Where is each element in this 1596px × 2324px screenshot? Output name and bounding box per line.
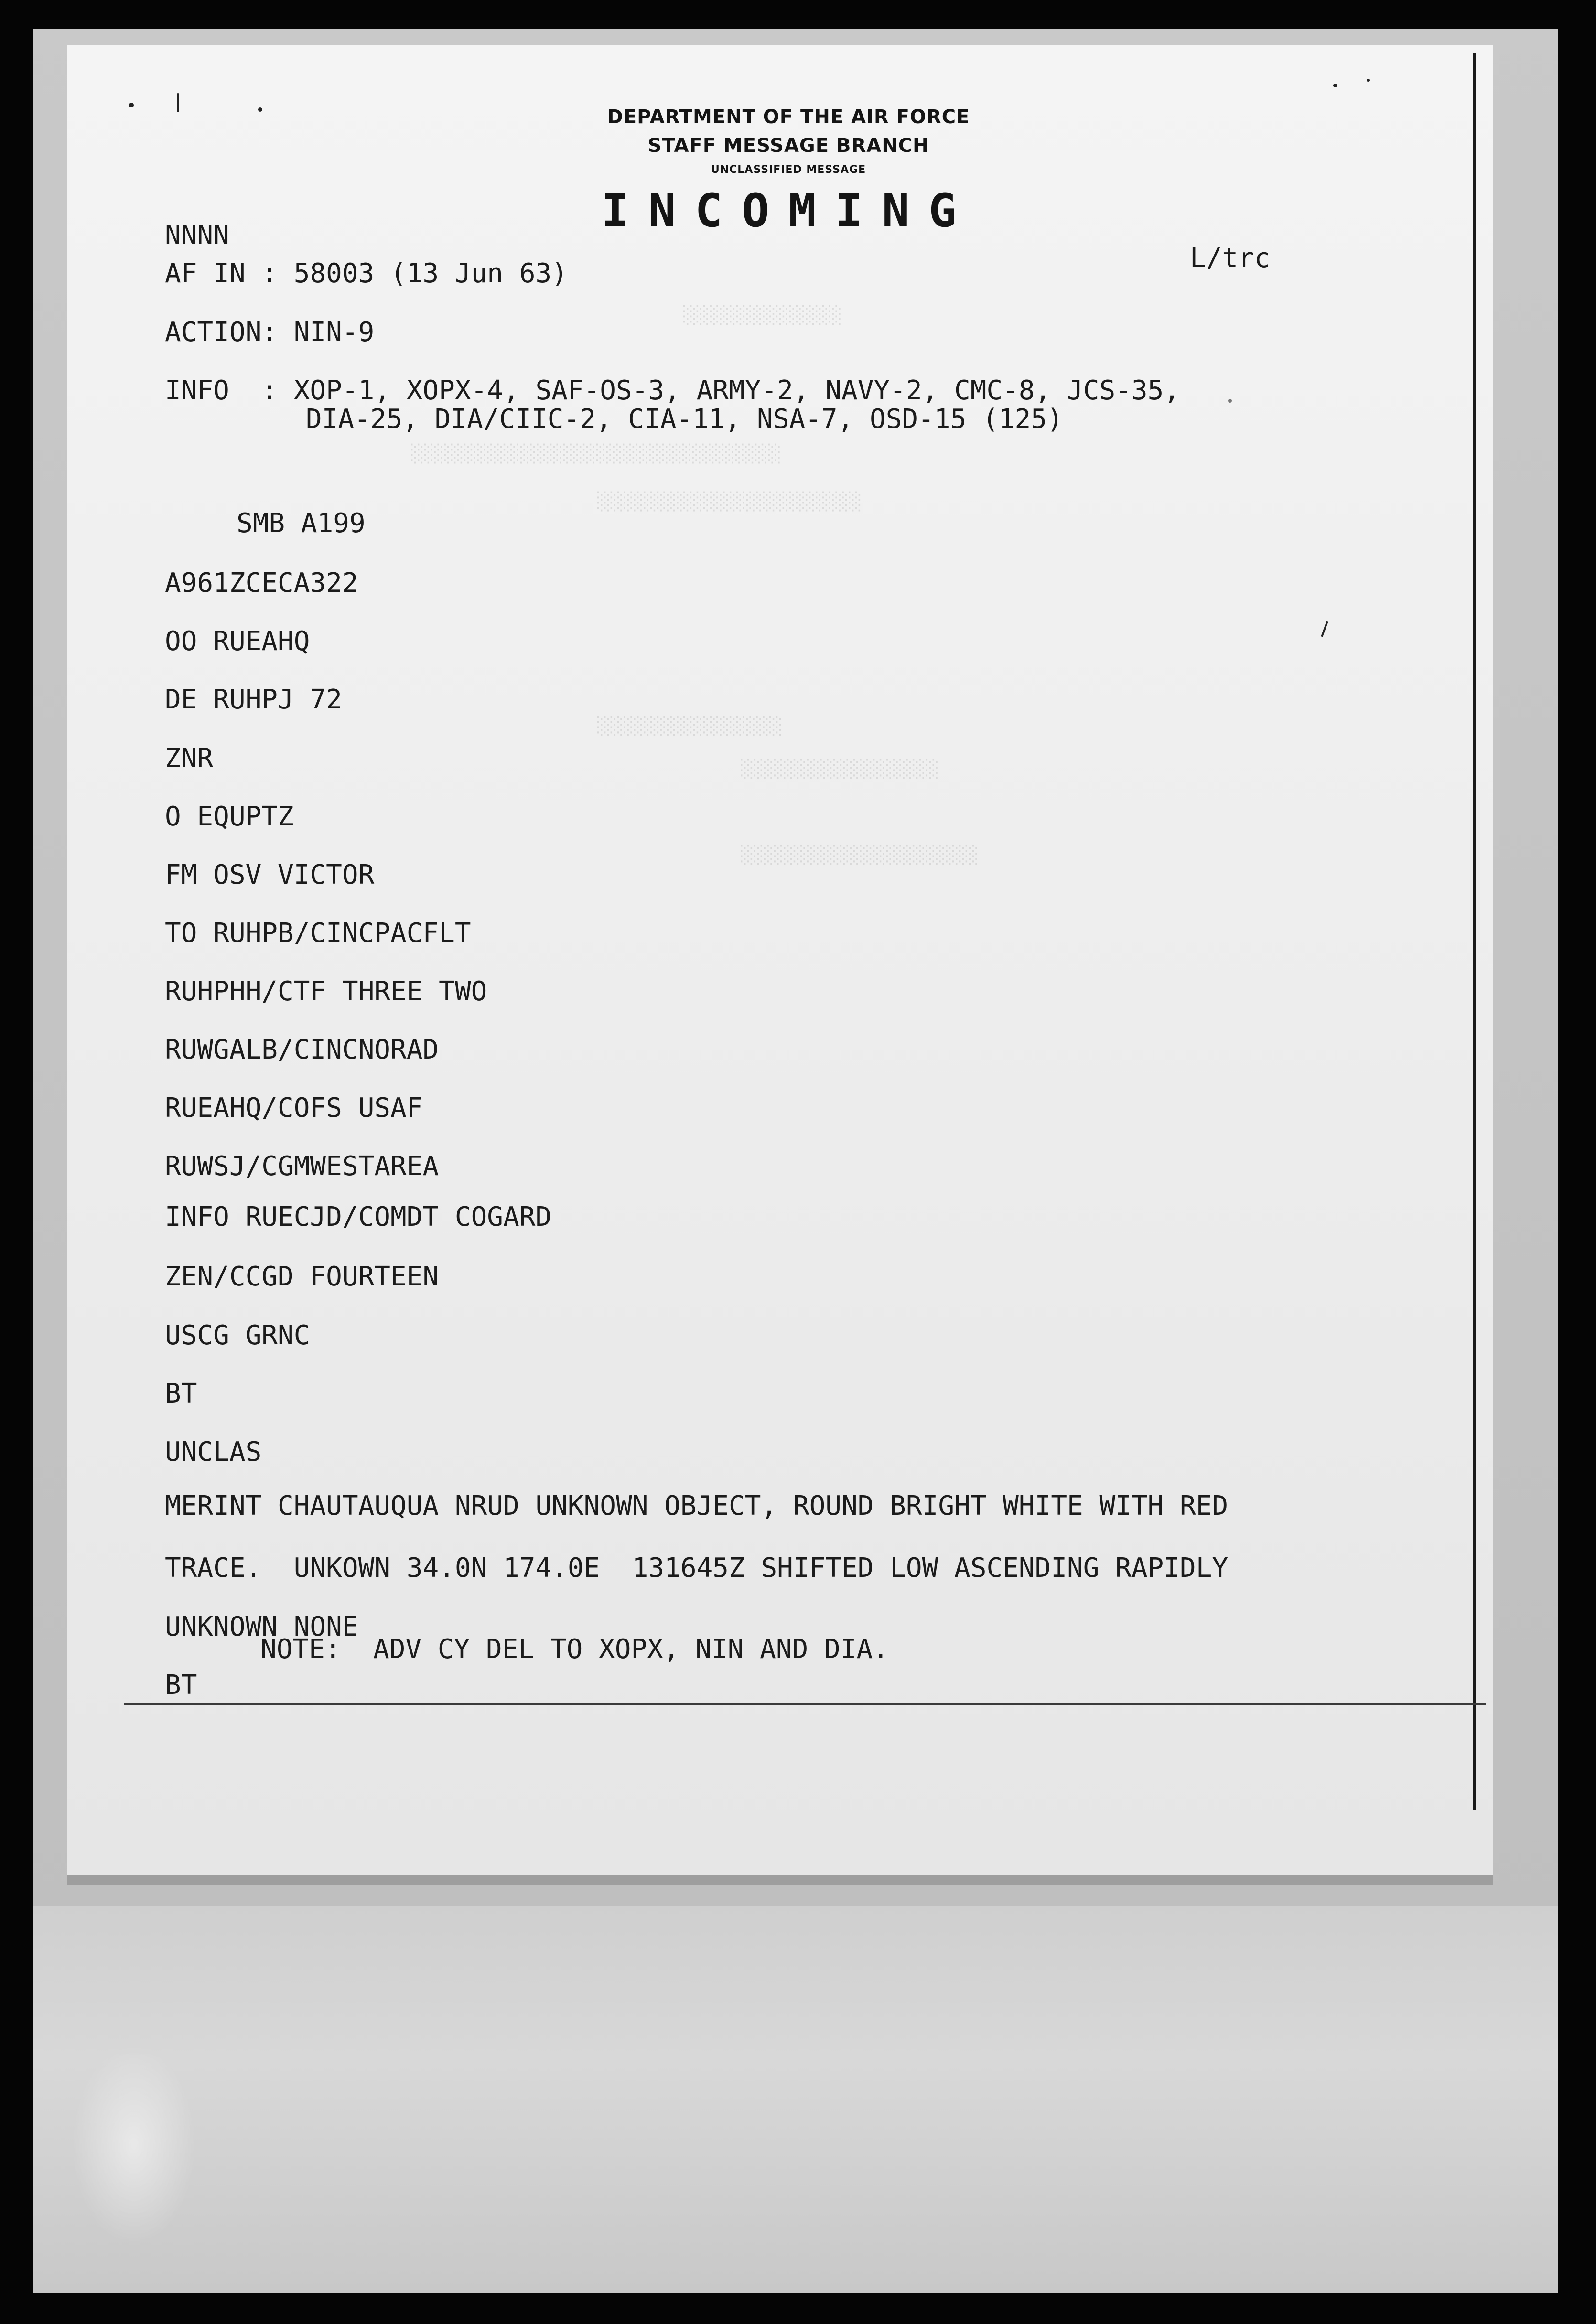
show-through-text: ░░░░░░░░░░░░░░░░░░░░: [597, 492, 862, 512]
routing-line: DE RUHPJ 72: [165, 684, 342, 715]
routing-line: O EQUPTZ: [165, 801, 294, 832]
routing-line: UNCLAS: [165, 1436, 262, 1467]
nnnn-line: NNNN: [165, 220, 229, 251]
message-body-line: MERINT CHAUTAUQUA NRUD UNKNOWN OBJECT, ROUND BRIGHT WHITE WITH RED: [165, 1490, 1229, 1521]
dust-speck: [258, 107, 262, 112]
routing-line: OO RUEAHQ: [165, 626, 310, 657]
show-through-text: ░░░░░░░░░░░░: [683, 306, 842, 325]
routing-line: A961ZCECA322: [165, 568, 358, 599]
scan-edge-left: [0, 0, 33, 2324]
af-in-line: AF IN : 58003 (13 Jun 63): [165, 258, 568, 289]
routing-line: ZEN/CCGD FOURTEEN: [165, 1261, 439, 1292]
routing-line: FM OSV VICTOR: [165, 859, 375, 890]
scan-edge-top: [0, 0, 1596, 29]
show-through-text: ░░░░░░░░░░░░░░░░░░: [741, 846, 979, 865]
smb-line: SMB A199: [237, 508, 366, 539]
incoming-title: INCOMING: [601, 184, 976, 237]
action-line: ACTION: NIN-9: [165, 317, 375, 348]
routing-line: RUWSJ/CGMWESTAREA: [165, 1151, 439, 1182]
message-body-line: UNKNOWN NONE: [165, 1611, 358, 1642]
scan-edge-right: [1558, 0, 1596, 2324]
show-through-text: ░░░░░░░░░░░░░░░░░░░░░░░░░░░░: [411, 444, 782, 464]
end-marker-line: BT: [165, 1670, 197, 1701]
routing-line: RUWGALB/CINCNORAD: [165, 1034, 439, 1065]
sheet-right-rule: [1473, 53, 1476, 1810]
dust-speck: [1228, 399, 1232, 403]
routing-line: BT: [165, 1378, 197, 1409]
routing-line: TO RUHPB/CINCPACFLT: [165, 918, 471, 949]
lower-card-area: [33, 1906, 1558, 2293]
scan-edge-bottom: [0, 2293, 1596, 2324]
info-continuation-line: DIA-25, DIA/CIIC-2, CIA-11, NSA-7, OSD-15 (125): [306, 404, 1063, 435]
routing-line: USCG GRNC: [165, 1320, 310, 1351]
show-through-text: ░░░░░░░░░░░░░░░: [741, 760, 939, 779]
department-heading: DEPARTMENT OF THE AIR FORCE: [607, 106, 970, 128]
lower-stain: [72, 2045, 196, 2245]
classification-label: UNCLASSIFIED MESSAGE: [711, 164, 866, 176]
note-line: NOTE: ADV CY DEL TO XOPX, NIN AND DIA.: [260, 1634, 889, 1665]
routing-line: ZNR: [165, 743, 214, 774]
message-body-line: TRACE. UNKOWN 34.0N 174.0E 131645Z SHIFTED LOW ASCENDING RAPIDLY: [165, 1553, 1229, 1584]
show-through-text: ░░░░░░░░░░░░░░: [597, 717, 783, 736]
routing-line: INFO RUECJD/COMDT COGARD: [165, 1201, 552, 1232]
dust-speck: [129, 103, 134, 107]
dust-speck: [177, 93, 179, 112]
info-line: INFO : XOP-1, XOPX-4, SAF-OS-3, ARMY-2, NAVY-2, CMC-8, JCS-35,: [165, 375, 1180, 406]
reference-code: L/trc: [1190, 243, 1271, 274]
dust-speck: [1367, 79, 1370, 82]
routing-line: RUHPHH/CTF THREE TWO: [165, 976, 487, 1007]
dust-speck: [1333, 84, 1337, 87]
branch-heading: STAFF MESSAGE BRANCH: [647, 135, 929, 157]
sheet-bottom-rule: [124, 1703, 1486, 1705]
routing-line: RUEAHQ/COFS USAF: [165, 1092, 423, 1124]
